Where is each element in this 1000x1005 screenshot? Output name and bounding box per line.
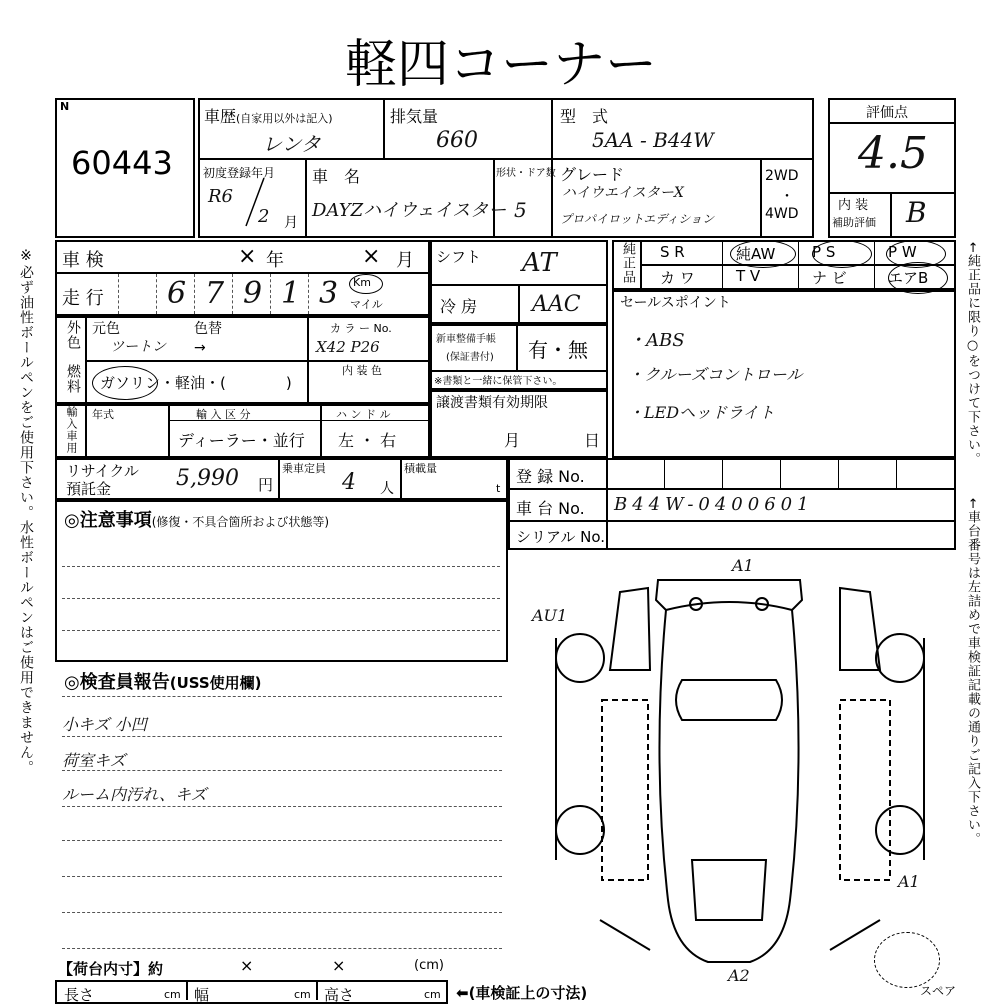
recycle-label1: リサイクル	[66, 462, 139, 480]
drive-4wd: 4WD	[765, 206, 799, 222]
ac-label: 冷 房	[440, 297, 478, 316]
color-no-label: カ ラ ー No.	[330, 322, 392, 335]
grade-label: グレード	[560, 165, 625, 184]
maintenance-sub: (保証書付)	[446, 352, 494, 363]
first-reg-month-unit: 月	[284, 215, 298, 231]
import-handle-value: 左 ・ 右	[338, 431, 397, 450]
exterior-arrow: →	[194, 340, 206, 356]
dims-block	[55, 980, 448, 1004]
mileage-unit-km: Km	[353, 276, 371, 289]
dims-length: 長さ	[64, 986, 95, 1004]
genuine-item: S R	[660, 243, 685, 261]
genuine-item: カ ワ	[660, 269, 695, 287]
inspection-month: 月	[396, 250, 414, 271]
sales-point-label: セールスポイント	[620, 295, 731, 311]
import-category-label: 輸 入 区 分	[196, 408, 251, 421]
transfer-label: 譲渡書類有効期限	[436, 395, 548, 411]
mileage-digit-cell	[270, 274, 307, 314]
genuine-item: エアB	[888, 269, 929, 287]
genuine-divider	[722, 264, 723, 288]
load-label: 積載量	[404, 462, 437, 475]
mileage-digit-cell	[308, 274, 345, 314]
shift-value: AT	[522, 248, 557, 278]
genuine-item: ナ ビ	[812, 269, 847, 287]
shift-label: シフト	[436, 248, 482, 266]
lot-n-label: N	[60, 100, 70, 113]
import-category-value: ディーラー・並行	[178, 431, 305, 450]
mileage-digit: 3	[319, 276, 339, 311]
mileage-digit-cell	[232, 274, 269, 314]
damage-mark-front-left: AU1	[532, 606, 568, 625]
dims-note: ⬅(車検証上の寸法)	[456, 984, 588, 1002]
genuine-item: P W	[888, 243, 917, 261]
fuel-label: 燃料	[65, 364, 81, 394]
cargo-label: 【荷台内寸】約	[58, 960, 164, 978]
mileage-digit: 6	[167, 276, 187, 311]
inspection-year: 年	[266, 250, 284, 271]
grade-line2: プロパイロットエディション	[560, 212, 715, 226]
recycle-unit: 円	[258, 476, 274, 494]
spare-label: スペア	[920, 984, 957, 998]
mileage-unit-mile: マイル	[350, 298, 383, 311]
inspector-title: ◎検査員報告(USS使用欄)	[64, 672, 262, 693]
inspector-line-1: 小キズ 小凹	[62, 715, 147, 734]
drive-2wd: 2WD	[765, 168, 799, 184]
maintenance-value: 有・無	[528, 338, 588, 362]
page-title: 軽四コーナー	[345, 35, 658, 95]
inspector-line-2: 荷室キズ	[62, 751, 126, 770]
mileage-digit-cell	[156, 274, 193, 314]
import-handle-label: ハ ン ド ル	[336, 408, 391, 421]
reg-cell-divider	[722, 458, 723, 488]
damage-mark-rear: A2	[728, 966, 750, 985]
genuine-label: 純正品	[620, 242, 635, 284]
cargo-x2: ×	[332, 956, 346, 975]
sales-point-1: ・ABS	[628, 330, 685, 351]
history-label: 車歴(自家用以外は記入)	[204, 107, 333, 126]
chassis-value: B44W-0400601	[614, 494, 814, 515]
doors-label: 形状・ドア数	[496, 168, 556, 179]
car-name-value: DAYZハイウェイスター	[312, 200, 507, 221]
interior-score-label1: 内 装	[838, 198, 869, 213]
maintenance-label: 新車整備手帳	[436, 334, 496, 345]
sales-point-3: ・LEDヘッドライト	[628, 403, 775, 422]
sales-point-2: ・クルーズコントロール	[628, 365, 803, 384]
recycle-label2: 預託金	[66, 480, 112, 498]
genuine-item: 純AW	[736, 245, 776, 263]
mileage-digit: 7	[205, 276, 225, 311]
reg-cell-divider	[896, 458, 897, 488]
right-side-note-bottom: ←車台番号は左詰めで車検証記載の通りご記入下さい。	[965, 498, 980, 846]
ac-value: AAC	[532, 292, 581, 317]
genuine-divider	[722, 240, 723, 264]
lot-box	[55, 98, 195, 238]
exterior-label: 外色	[65, 320, 81, 350]
cargo-x1: ×	[240, 956, 254, 975]
damage-mark-front: A1	[732, 556, 754, 575]
damage-mark-rear-right: A1	[898, 872, 920, 891]
first-reg-era: R6	[208, 186, 234, 207]
dims-width-unit: cm	[294, 988, 311, 1001]
cargo-unit: (cm)	[414, 958, 444, 973]
first-reg-label: 初度登録年月	[203, 166, 276, 180]
car-diagram	[540, 560, 960, 980]
interior-score-label2: 補助評価	[832, 216, 876, 229]
genuine-item: T V	[736, 267, 761, 285]
dims-height: 高さ	[324, 986, 355, 1004]
history-value: レンタ	[262, 132, 321, 156]
mileage-digit-cell	[194, 274, 231, 314]
displacement-label: 排気量	[390, 107, 439, 126]
genuine-divider	[798, 240, 799, 264]
model-value: 5AA - B44W	[592, 128, 714, 152]
grade-line1: ハイウエイスターX	[562, 185, 684, 201]
serial-label: シリアル No.	[516, 528, 606, 546]
inspection-year-mark: ×	[238, 244, 257, 269]
capacity-label: 乗車定員	[282, 462, 326, 475]
spare-tire-icon	[874, 932, 940, 988]
transfer-month: 月	[504, 431, 521, 450]
color-no-value: X42 P26	[316, 338, 380, 356]
doors-value: 5	[514, 198, 527, 222]
import-year-label: 年式	[92, 408, 114, 421]
car-name-label: 車 名	[312, 167, 361, 186]
model-label: 型 式	[560, 107, 609, 126]
mileage-label: 走 行	[62, 288, 104, 309]
mileage-digit: 9	[243, 276, 263, 311]
right-side-note-top: ←純正品に限り○をつけて下さい。	[965, 242, 980, 466]
interior-score-value: B	[906, 196, 927, 229]
reg-cell-divider	[664, 458, 665, 488]
lot-number: 60443	[71, 144, 173, 182]
displacement-value: 660	[436, 128, 478, 153]
dims-width: 幅	[194, 986, 210, 1004]
fuel-options: ガソリン・軽油・( )	[100, 374, 292, 392]
first-reg-month: 2	[258, 206, 270, 227]
score-label: 評価点	[866, 105, 908, 121]
interior-color-label: 内 装 色	[342, 364, 382, 377]
exterior-orig-label: 元色	[92, 321, 120, 337]
first-reg-slash	[240, 174, 270, 230]
genuine-divider	[874, 264, 875, 288]
genuine-divider	[798, 264, 799, 288]
left-side-note: ※必ず油性ボールペンをご使用下さい。水性ボールペンはご使用できません。	[18, 248, 34, 775]
dims-length-unit: cm	[164, 988, 181, 1001]
caution-title: ◎注意事項(修復・不具合箇所および状態等)	[64, 510, 330, 531]
registration-label: 登 録 No.	[516, 467, 585, 486]
load-unit: t	[496, 482, 501, 495]
mileage-digit-cell	[118, 274, 155, 314]
exterior-orig-value: ツートン	[110, 339, 166, 355]
drive-dot: ・	[780, 189, 794, 205]
transfer-day: 日	[584, 431, 601, 450]
chassis-label: 車 台 No.	[516, 499, 585, 518]
genuine-item: P S	[812, 243, 836, 261]
score-value: 4.5	[858, 128, 928, 179]
inspection-label: 車 検	[62, 250, 104, 271]
mileage-digit: 1	[281, 276, 301, 311]
dims-height-unit: cm	[424, 988, 441, 1001]
reg-cell-divider	[838, 458, 839, 488]
import-label: 輸入車用	[65, 406, 78, 454]
exterior-changed-label: 色替	[194, 321, 222, 337]
maintenance-note: ※書類と一緒に保管下さい。	[434, 376, 563, 387]
genuine-divider	[874, 240, 875, 264]
recycle-value: 5,990	[176, 466, 239, 491]
reg-cell-divider	[780, 458, 781, 488]
inspection-month-mark: ×	[362, 244, 381, 269]
capacity-unit: 人	[380, 481, 394, 497]
inspector-line-3: ルーム内汚れ、キズ	[62, 785, 207, 804]
capacity-value: 4	[342, 470, 356, 495]
